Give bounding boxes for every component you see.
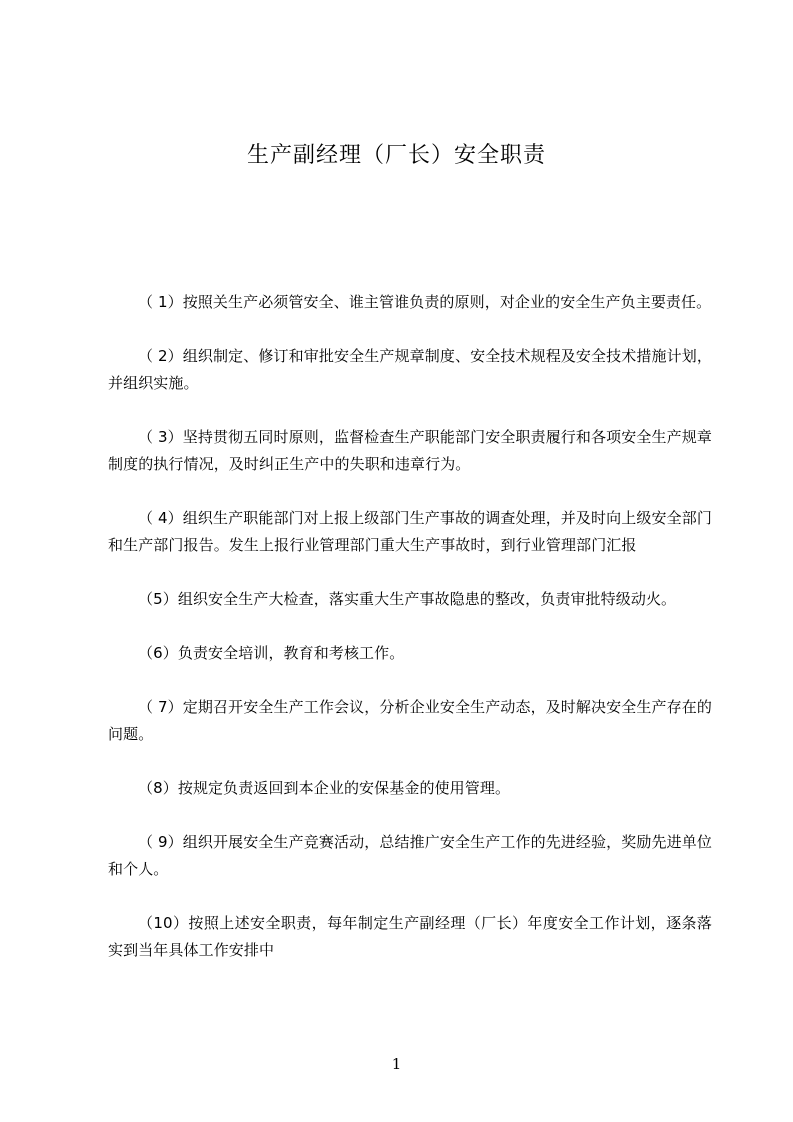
paragraph-5: （5）组织安全生产大检查，落实重大生产事故隐患的整改，负责审批特级动火。 [138, 590, 677, 608]
paragraph-8: （8）按规定负责返回到本企业的安保基金的使用管理。 [138, 779, 511, 797]
page-number: 1 [391, 1055, 402, 1073]
paragraph-10: （10）按照上述安全职责，每年制定生产副经理（厂长）年度安全工作计划，逐条落实到当年具体工作安排中 [108, 914, 712, 959]
paragraph-1: （ 1）按照关生产必须管安全、谁主管谁负责的原则，对企业的安全生产负主要责任。 [138, 293, 712, 311]
paragraph-2: （ 2）组织制定、修订和审批安全生产规章制度、安全技术规程及安全技术措施计划，并组织实施。 [108, 347, 712, 392]
paragraph-7: （ 7）定期召开安全生产工作会议，分析企业安全生产动态，及时解决安全生产存在的问题。 [108, 698, 712, 743]
paragraph-3: （ 3）坚持贯彻五同时原则，监督检查生产职能部门安全职责履行和各项安全生产规章制度的执行情况，及时纠正生产中的失职和违章行为。 [108, 428, 712, 473]
paragraph-6: （6）负责安全培训，教育和考核工作。 [138, 644, 405, 662]
document-title: 生产副经理（厂长）安全职责 [246, 143, 546, 168]
document-body [108, 289, 712, 991]
paragraph-9: （ 9）组织开展安全生产竞赛活动，总结推广安全生产工作的先进经验，奖励先进单位和个人。 [108, 833, 712, 878]
paragraph-4: （ 4）组织生产职能部门对上报上级部门生产事故的调查处理，并及时向上级安全部门和生产部门报告。发生上报行业管理部门重大生产事故时，到行业管理部门汇报 [108, 509, 712, 554]
